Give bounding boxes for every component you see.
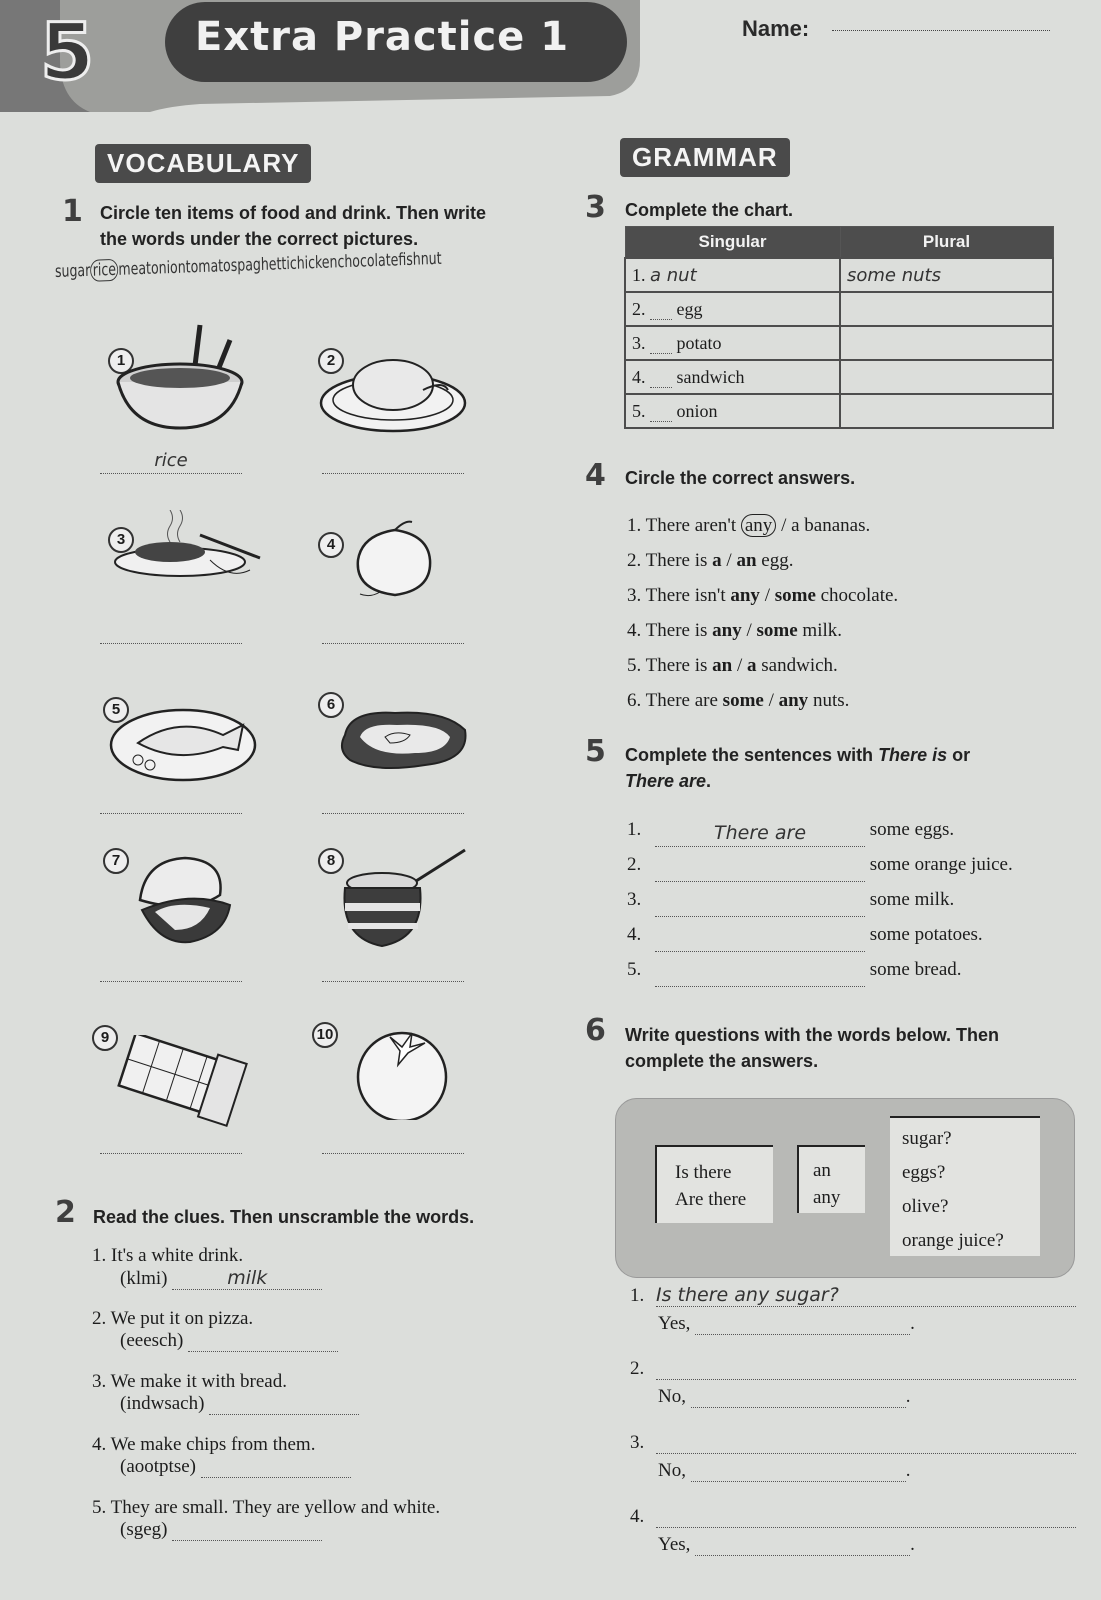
row-number: 1. — [632, 264, 646, 285]
sentence-end: some potatoes. — [869, 924, 983, 945]
option-separator: / — [763, 690, 779, 711]
row-number: 2. — [632, 298, 646, 319]
picture-answer-2[interactable] — [322, 450, 464, 474]
picture-number: 10 — [312, 1022, 338, 1048]
option-separator: / — [759, 585, 775, 606]
article-blank[interactable] — [650, 319, 672, 320]
unscrambled-answer-3[interactable] — [209, 1414, 359, 1415]
picture-answer-9[interactable] — [100, 1130, 242, 1154]
spaghetti-picture — [110, 510, 270, 600]
sentence-end: nuts. — [808, 690, 850, 711]
item-number: 6. — [627, 690, 642, 711]
singular-plural-chart — [624, 226, 1054, 429]
sentence-item — [627, 882, 1013, 917]
sentence-item — [627, 952, 1013, 987]
nuts-picture — [130, 850, 240, 950]
plural-cell-1[interactable]: some nuts — [840, 258, 1053, 292]
word-snake-text: meatoniontomatospaghettichickenchocolatefishnut — [118, 248, 442, 280]
instruction-emphasis: There are — [625, 771, 707, 791]
reply-start: No, — [658, 1386, 686, 1407]
picture-number: 3 — [108, 527, 134, 553]
exercise-2-number: 2 — [55, 1195, 76, 1230]
item-number: 4. — [627, 620, 642, 641]
reply-line-4[interactable] — [695, 1536, 910, 1556]
chart-row — [625, 326, 1053, 360]
singular-word: egg — [676, 298, 703, 319]
name-field[interactable] — [832, 30, 1050, 31]
sentence-end: bananas. — [799, 515, 871, 536]
clue-text: We make it with bread. — [110, 1371, 287, 1392]
picture-answer-5[interactable] — [100, 790, 242, 814]
item-number: 5. — [627, 959, 642, 980]
reply-start: Yes, — [658, 1313, 691, 1334]
clue-text: They are small. They are yellow and white. — [110, 1497, 441, 1518]
option-circled[interactable]: any — [741, 514, 776, 537]
option-separator: / — [721, 550, 737, 571]
word-box-column-3 — [890, 1116, 1040, 1256]
instruction-line: the words under the correct pictures. — [100, 229, 419, 249]
option[interactable]: any — [730, 585, 760, 606]
picture-answer-3[interactable] — [100, 620, 242, 644]
scrambled-word: (indwsach) — [120, 1393, 205, 1414]
exercise-5-list — [627, 812, 1013, 987]
item-number: 5. — [627, 655, 642, 676]
article-blank[interactable] — [650, 421, 672, 422]
plural-cell-3[interactable] — [840, 326, 1053, 360]
exercise-5-number: 5 — [585, 734, 606, 769]
picture-number: 7 — [103, 848, 129, 874]
plural-cell-5[interactable] — [840, 394, 1053, 428]
exercise-4-number: 4 — [585, 458, 606, 493]
sentence-blank-3[interactable] — [655, 891, 865, 917]
option-separator: / — [732, 655, 748, 676]
option[interactable]: any — [778, 690, 809, 711]
exercise-2-list — [92, 1245, 552, 1560]
reply-start: No, — [658, 1460, 686, 1481]
instruction-line: Write questions with the words below. Then — [625, 1025, 1000, 1045]
exercise-5-instruction — [625, 742, 1065, 794]
sentence-end: chocolate. — [815, 585, 899, 606]
unscrambled-answer-4[interactable] — [201, 1477, 351, 1478]
rice-bowl-picture — [110, 320, 250, 440]
sentence-end: some eggs. — [869, 819, 955, 840]
reply-period: . — [910, 1313, 915, 1334]
sentence-start: There is — [645, 620, 713, 641]
clue-item — [92, 1371, 552, 1434]
picture-number: 1 — [108, 348, 134, 374]
item-number: 1. — [92, 1245, 107, 1266]
singular-cell — [625, 292, 840, 326]
item-number: 3. — [630, 1432, 645, 1453]
option[interactable]: a — [791, 515, 800, 536]
item-number: 3. — [92, 1371, 107, 1392]
word-option: an — [813, 1160, 831, 1181]
clue-item — [92, 1497, 552, 1560]
fish-picture — [108, 705, 263, 785]
instruction-line: complete the answers. — [625, 1051, 819, 1071]
sentence-blank-5[interactable] — [655, 961, 865, 987]
choice-item — [627, 613, 898, 648]
exercise-6-instruction — [625, 1022, 1065, 1074]
question-item — [630, 1358, 1076, 1432]
option[interactable]: an — [712, 655, 733, 676]
row-number: 4. — [632, 366, 646, 387]
sentence-end: sandwich. — [756, 655, 838, 676]
sentence-end: egg. — [756, 550, 794, 571]
picture-answer-10[interactable] — [322, 1130, 464, 1154]
singular-word: sandwich — [676, 366, 745, 387]
exercise-6-list — [630, 1284, 1076, 1580]
choice-item — [627, 648, 898, 683]
article-blank[interactable] — [650, 387, 672, 388]
option[interactable]: a — [747, 655, 757, 676]
chart-row — [625, 394, 1053, 428]
word-option: orange juice? — [902, 1230, 1004, 1251]
option[interactable]: a — [712, 550, 722, 571]
instruction-text: . — [706, 771, 712, 791]
word-option: any — [813, 1187, 841, 1208]
exercise-1-number: 1 — [62, 194, 83, 229]
picture-number: 2 — [318, 348, 344, 374]
item-number: 3. — [627, 889, 642, 910]
chart-row — [625, 360, 1053, 394]
picture-answer-6[interactable] — [322, 790, 464, 814]
unscrambled-answer-1[interactable]: milk — [172, 1267, 322, 1290]
sentence-end: some orange juice. — [869, 854, 1013, 875]
item-number: 2. — [630, 1358, 645, 1379]
clue-text: We make chips from them. — [110, 1434, 316, 1455]
option-separator: / — [741, 620, 757, 641]
sugar-pot-picture — [340, 848, 470, 953]
picture-number: 4 — [318, 532, 344, 558]
sentence-end: milk. — [797, 620, 843, 641]
scrambled-word: (eeesch) — [120, 1330, 184, 1351]
clue-item — [92, 1434, 552, 1497]
article-blank[interactable] — [650, 353, 672, 354]
tomato-picture — [350, 1025, 455, 1120]
reply-period: . — [905, 1460, 911, 1481]
singular-cell — [625, 326, 840, 360]
choice-item — [627, 508, 898, 543]
reply-line-1[interactable] — [695, 1315, 910, 1335]
sentence-item — [627, 917, 1013, 952]
unscrambled-answer-2[interactable] — [188, 1351, 338, 1352]
option-separator: / — [776, 515, 792, 536]
option[interactable]: some — [722, 690, 764, 711]
instruction-emphasis: There is — [878, 745, 948, 765]
roast-chicken-picture — [318, 355, 473, 435]
scrambled-word: (aootptse) — [120, 1456, 196, 1477]
item-number: 4. — [627, 924, 642, 945]
sentence-blank-2[interactable] — [655, 856, 865, 882]
onion-picture — [350, 520, 440, 600]
unscrambled-answer-5[interactable] — [172, 1540, 322, 1541]
page-title: Extra Practice 1 — [195, 14, 570, 60]
item-number: 1. — [630, 1285, 645, 1306]
word-box-column-2 — [797, 1145, 865, 1213]
exercise-2-instruction: Read the clues. Then unscramble the words. — [93, 1207, 475, 1227]
sentence-end: some bread. — [869, 959, 962, 980]
picture-answer-8[interactable] — [322, 958, 464, 982]
clue-text: We put it on pizza. — [110, 1308, 254, 1329]
singular-word: potato — [676, 332, 722, 353]
item-number: 5. — [92, 1497, 107, 1518]
clue-item — [92, 1245, 552, 1308]
option[interactable]: an — [736, 550, 757, 571]
exercise-4-instruction: Circle the correct answers. — [625, 468, 856, 488]
sentence-blank-1[interactable]: There are — [655, 820, 865, 847]
circled-word: rice — [90, 259, 119, 282]
plural-cell-2[interactable] — [840, 292, 1053, 326]
instruction-text: Complete the sentences with — [625, 745, 879, 765]
word-option: Is there — [675, 1162, 732, 1183]
grammar-heading: GRAMMAR — [620, 138, 790, 177]
picture-number: 5 — [103, 697, 129, 723]
row-number: 3. — [632, 332, 646, 353]
sentence-item — [627, 847, 1013, 882]
word-snake-text: sugar — [54, 260, 91, 282]
exercise-3-instruction: Complete the chart. — [625, 200, 794, 220]
singular-cell — [625, 394, 840, 428]
singular-word: onion — [676, 400, 718, 421]
sentence-start: There isn't — [645, 585, 731, 606]
sentence-blank-4[interactable] — [655, 926, 865, 952]
exercise-6-number: 6 — [585, 1013, 606, 1048]
picture-answer-4[interactable] — [322, 620, 464, 644]
choice-item — [627, 543, 898, 578]
question-item — [630, 1432, 1076, 1506]
question-item — [630, 1506, 1076, 1580]
item-number: 2. — [627, 854, 642, 875]
reply-period: . — [910, 1534, 915, 1555]
chart-row — [625, 258, 1053, 292]
item-number: 1. — [627, 515, 642, 536]
word-snake[interactable] — [55, 249, 445, 282]
sentence-start: There aren't — [645, 515, 741, 536]
word-option: Are there — [675, 1189, 747, 1210]
choice-item — [627, 578, 898, 613]
sentence-item — [627, 812, 1013, 847]
word-option: sugar? — [902, 1128, 952, 1149]
scrambled-word: (klmi) — [120, 1268, 168, 1289]
instruction-text: or — [947, 745, 971, 765]
sentence-start: There is — [645, 655, 713, 676]
exercise-1-instruction — [100, 200, 540, 252]
question-line-2[interactable] — [656, 1358, 1076, 1380]
item-number: 2. — [92, 1308, 107, 1329]
chart-row — [625, 292, 1053, 326]
clue-item — [92, 1308, 552, 1371]
scrambled-word: (sgeg) — [120, 1519, 168, 1540]
word-option: olive? — [902, 1196, 949, 1217]
option[interactable]: some — [756, 620, 798, 641]
meat-picture — [335, 705, 475, 775]
vocabulary-heading: VOCABULARY — [95, 144, 311, 183]
unit-number: 5 — [40, 8, 95, 98]
item-number: 1. — [627, 819, 642, 840]
picture-number: 6 — [318, 692, 344, 718]
singular-word: a nut — [650, 264, 697, 286]
exercise-3-number: 3 — [585, 190, 606, 225]
picture-number: 9 — [92, 1025, 118, 1051]
col-plural: Plural — [840, 227, 1053, 259]
sentence-end: some milk. — [869, 889, 955, 910]
col-singular: Singular — [625, 227, 840, 259]
reply-start: Yes, — [658, 1534, 691, 1555]
option[interactable]: some — [774, 585, 816, 606]
singular-cell — [625, 258, 840, 292]
reply-line-3[interactable] — [691, 1462, 906, 1482]
word-box-column-1 — [655, 1145, 773, 1223]
item-number: 4. — [630, 1506, 645, 1527]
plural-cell-4[interactable] — [840, 360, 1053, 394]
reply-line-2[interactable] — [691, 1388, 906, 1408]
row-number: 5. — [632, 400, 646, 421]
item-number: 3. — [627, 585, 642, 606]
reply-period: . — [905, 1386, 911, 1407]
question-item — [630, 1284, 1076, 1358]
question-line-3[interactable] — [656, 1432, 1076, 1454]
picture-answer-1[interactable]: rice — [100, 450, 242, 474]
picture-answer-7[interactable] — [100, 958, 242, 982]
exercise-4-list — [627, 508, 898, 718]
chocolate-picture — [112, 1035, 252, 1135]
clue-text: It's a white drink. — [111, 1245, 244, 1266]
sentence-start: There are — [645, 690, 723, 711]
item-number: 2. — [627, 550, 642, 571]
instruction-line: Circle ten items of food and drink. Then write — [100, 203, 487, 223]
item-number: 4. — [92, 1434, 107, 1455]
singular-cell — [625, 360, 840, 394]
word-option: eggs? — [902, 1162, 946, 1183]
picture-number: 8 — [318, 848, 344, 874]
name-label: Name: — [742, 16, 810, 41]
choice-item — [627, 683, 898, 718]
question-line-4[interactable] — [656, 1506, 1076, 1528]
sentence-start: There is — [645, 550, 713, 571]
question-line-1[interactable]: Is there any sugar? — [656, 1284, 1076, 1307]
option[interactable]: any — [712, 620, 742, 641]
